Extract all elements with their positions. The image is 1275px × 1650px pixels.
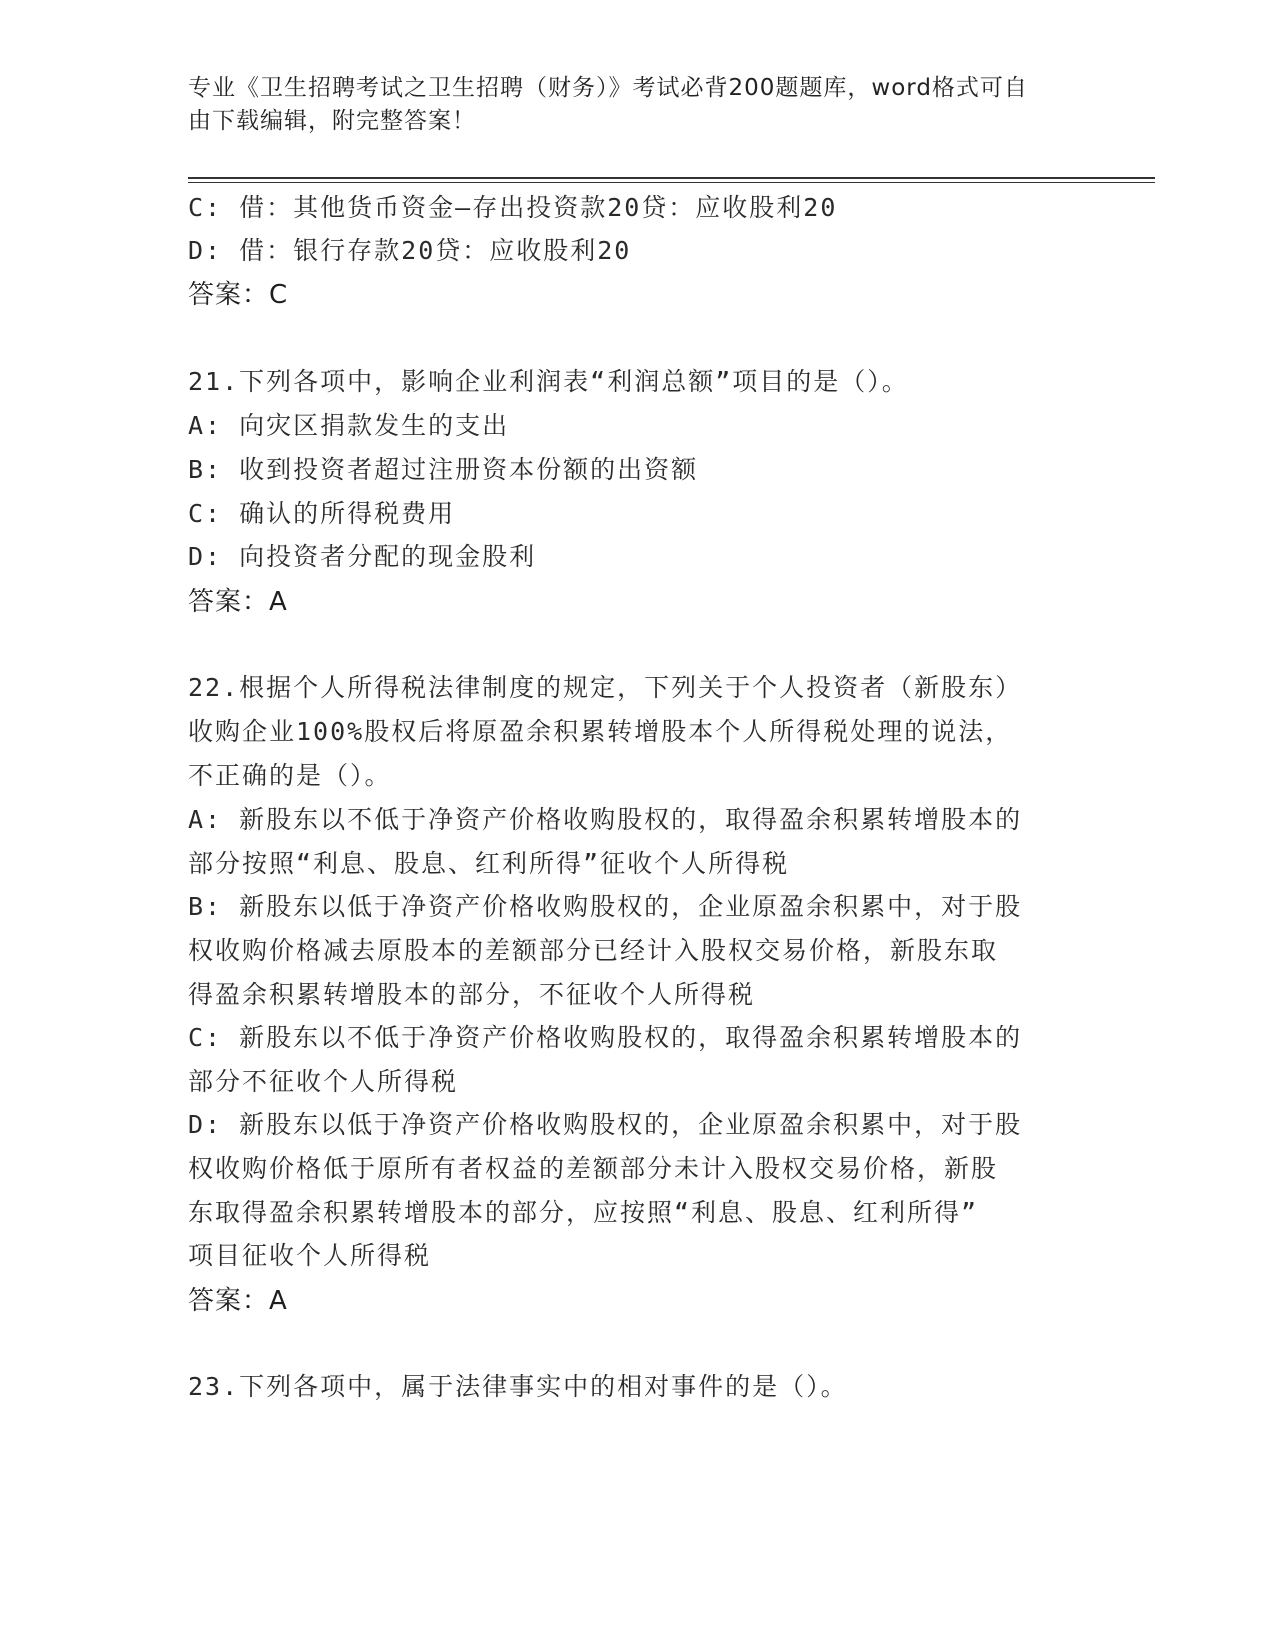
q21-option-d: D: 向投资者分配的现金股利 [188,542,537,571]
header-divider-thin [188,182,1155,183]
q22-stem-line-2: 收购企业100%股权后将原盈余积累转增股本个人所得税处理的说法， [188,717,1013,746]
document-header [188,72,1068,138]
q21-stem: 21.下列各项中，影响企业利润表“利润总额”项目的是（）。 [188,367,909,396]
header-line-2: 由下载编辑，附完整答案！ [188,108,476,134]
q21-option-c: C: 确认的所得税费用 [188,499,456,528]
q22-option-d-line-2: 权收购价格低于原所有者权益的差额部分未计入股权交易价格，新股 [188,1154,999,1183]
q22-option-d-line-4: 项目征收个人所得税 [188,1241,432,1270]
q22-option-b-line-3: 得盈余积累转增股本的部分，不征收个人所得税 [188,980,756,1009]
q22-option-b-line-1: B: 新股东以低于净资产价格收购股权的，企业原盈余积累中，对于股 [188,892,1023,921]
q21-option-b: B: 收到投资者超过注册资本份额的出资额 [188,455,699,484]
q23-stem: 23.下列各项中，属于法律事实中的相对事件的是（）。 [188,1372,848,1401]
header-divider-thick [188,177,1155,179]
prev-answer: 答案：C [188,280,289,310]
q22-option-a-line-1: A: 新股东以不低于净资产价格收购股权的，取得盈余积累转增股本的 [188,805,1023,834]
header-line-1: 专业《卫生招聘考试之卫生招聘（财务）》考试必背200题题库，word格式可自 [188,75,1028,101]
q22-option-c-line-2: 部分不征收个人所得税 [188,1067,459,1096]
q22-stem-line-3: 不正确的是（）。 [188,761,392,790]
q21-answer: 答案：A [188,587,288,617]
q21-option-a: A: 向灾区捐款发生的支出 [188,411,510,440]
q22-stem-line-1: 22.根据个人所得税法律制度的规定，下列关于个人投资者（新股东） [188,673,1023,702]
prev-option-c: C: 借：其他货币资金—存出投资款20贷：应收股利20 [188,193,838,222]
q22-option-a-line-2: 部分按照“利息、股息、红利所得”征收个人所得税 [188,849,790,878]
q22-option-b-line-2: 权收购价格减去原股本的差额部分已经计入股权交易价格，新股东取 [188,936,999,965]
q22-option-d-line-1: D: 新股东以低于净资产价格收购股权的，企业原盈余积累中，对于股 [188,1110,1023,1139]
q22-answer: 答案：A [188,1286,288,1316]
q22-option-c-line-1: C: 新股东以不低于净资产价格收购股权的，取得盈余积累转增股本的 [188,1023,1023,1052]
q22-option-d-line-3: 东取得盈余积累转增股本的部分，应按照“利息、股息、红利所得” [188,1198,979,1227]
prev-option-d: D: 借：银行存款20贷：应收股利20 [188,236,632,265]
